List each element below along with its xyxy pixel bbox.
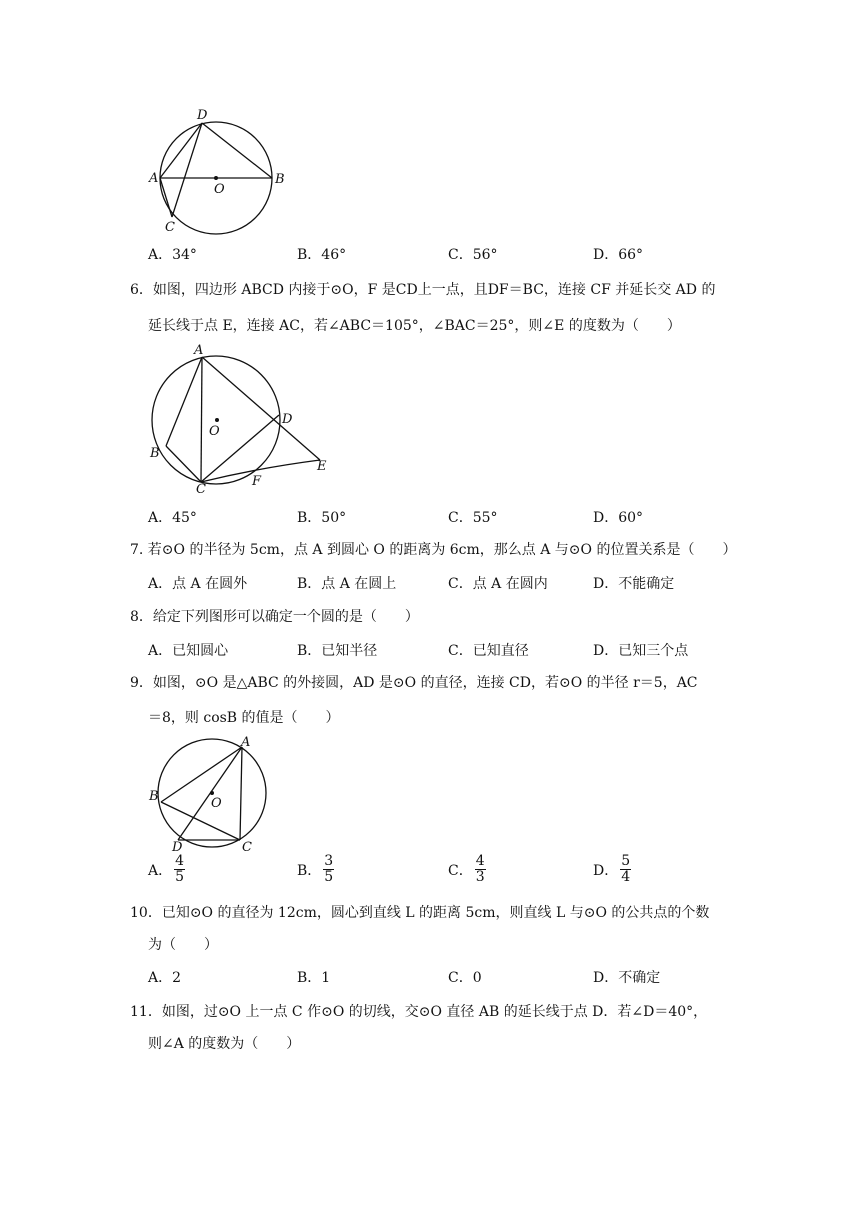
q5-option-c[interactable]: C．56° — [448, 247, 498, 263]
q9-option-c[interactable] — [448, 854, 486, 885]
q11-stem-line2: 则∠A 的度数为（ ） — [148, 1036, 301, 1052]
figure-q5 — [148, 104, 288, 239]
label-b: B — [150, 446, 160, 461]
label-o: O — [209, 424, 220, 439]
fraction: $\frac{5}{4}$ — [621, 853, 631, 885]
q10-option-a[interactable]: A．2 — [148, 970, 182, 986]
option-label: A． — [148, 862, 173, 879]
q10-stem-line1: 10．已知⊙O 的直径为 12cm，圆心到直线 L 的距离 5cm，则直线 L 与⊙O 的公共点的个数 — [130, 905, 710, 921]
q6-option-b[interactable]: B．50° — [297, 510, 347, 526]
label-b: B — [275, 172, 285, 187]
chord-bc — [166, 446, 201, 482]
label-c: C — [165, 220, 175, 235]
q9-stem-line2: ＝8，则 cosB 的值是（ ） — [148, 710, 340, 726]
label-a: A — [149, 171, 159, 186]
q5-option-b[interactable]: B．46° — [297, 247, 347, 263]
center-dot — [210, 791, 214, 795]
fraction: $\frac{3}{5}$ — [324, 853, 334, 885]
q9-option-b[interactable] — [297, 854, 334, 885]
q6-stem-line1: 6．如图，四边形 ABCD 内接于⊙O，F 是CD上一点，且DF＝BC，连接 CF 并延长交 AD 的 — [130, 282, 716, 298]
q7-option-c[interactable]: C．点 A 在圆内 — [448, 576, 548, 592]
q6-option-c[interactable]: C．55° — [448, 510, 498, 526]
chord-ac — [240, 747, 242, 840]
q11-stem-line1: 11．如图，过⊙O 上一点 C 作⊙O 的切线，交⊙O 直径 AB 的延长线于点 D．若∠D＝40°， — [130, 1004, 708, 1020]
fraction: $\frac{4}{3}$ — [475, 853, 485, 885]
line-ae — [202, 357, 320, 460]
q9-stem-line1: 9．如图，⊙O 是△ABC 的外接圆，AD 是⊙O 的直径，连接 CD，若⊙O 的半径 r＝5，AC — [130, 675, 698, 691]
fraction: $\frac{4}{5}$ — [175, 853, 185, 885]
q8-option-d[interactable]: D．已知三个点 — [593, 643, 689, 659]
label-f: F — [252, 474, 262, 489]
label-b: B — [149, 789, 159, 804]
q5-option-d[interactable]: D．66° — [593, 247, 644, 263]
chord-ad — [160, 123, 202, 178]
q9-option-d[interactable] — [593, 854, 631, 885]
q8-option-b[interactable]: B．已知半径 — [297, 643, 378, 659]
chord-db — [202, 123, 272, 178]
chord-ac — [201, 357, 202, 482]
q8-option-a[interactable]: A．已知圆心 — [148, 643, 229, 659]
q10-option-d[interactable]: D．不确定 — [593, 970, 661, 986]
label-a: A — [241, 735, 251, 750]
q7-option-d[interactable]: D．不能确定 — [593, 576, 675, 592]
figure-q6 — [148, 340, 338, 495]
label-d: D — [172, 840, 183, 855]
q10-option-b[interactable]: B．1 — [297, 970, 331, 986]
q7-option-a[interactable]: A．点 A 在圆外 — [148, 576, 248, 592]
q7-stem: 7. 若⊙O 的半径为 5cm，点 A 到圆心 O 的距离为 6cm，那么点 A 与⊙O 的位置关系是（ ） — [130, 542, 737, 558]
q10-stem-line2: 为（ ） — [148, 937, 218, 953]
label-o: O — [211, 796, 222, 811]
q8-stem: 8．给定下列图形可以确定一个圆的是（ ） — [130, 609, 419, 625]
center-dot — [215, 418, 219, 422]
label-a: A — [194, 343, 204, 358]
q8-option-c[interactable]: C．已知直径 — [448, 643, 529, 659]
label-c: C — [242, 840, 252, 855]
label-d: D — [282, 412, 293, 427]
label-o: O — [214, 182, 225, 197]
option-label: D． — [593, 862, 619, 879]
q5-option-a[interactable]: A．34° — [148, 247, 197, 263]
q9-option-a[interactable] — [148, 854, 185, 885]
chord-dc — [172, 123, 202, 217]
chord-ab — [166, 357, 202, 446]
label-d: D — [197, 108, 208, 123]
chord-ac — [160, 178, 172, 217]
q6-option-a[interactable]: A．45° — [148, 510, 197, 526]
label-e: E — [317, 459, 327, 474]
option-label: C． — [448, 862, 473, 879]
option-label: B． — [297, 862, 322, 879]
center-dot — [214, 176, 218, 180]
q6-option-d[interactable]: D．60° — [593, 510, 644, 526]
label-c: C — [196, 482, 206, 497]
figure-q9 — [148, 734, 278, 855]
q10-option-c[interactable]: C．0 — [448, 970, 482, 986]
q6-stem-line2: 延长线于点 E，连接 AC，若∠ABC＝105°，∠BAC＝25°，则∠E 的度数为（ ） — [148, 318, 681, 334]
q7-option-b[interactable]: B．点 A 在圆上 — [297, 576, 397, 592]
